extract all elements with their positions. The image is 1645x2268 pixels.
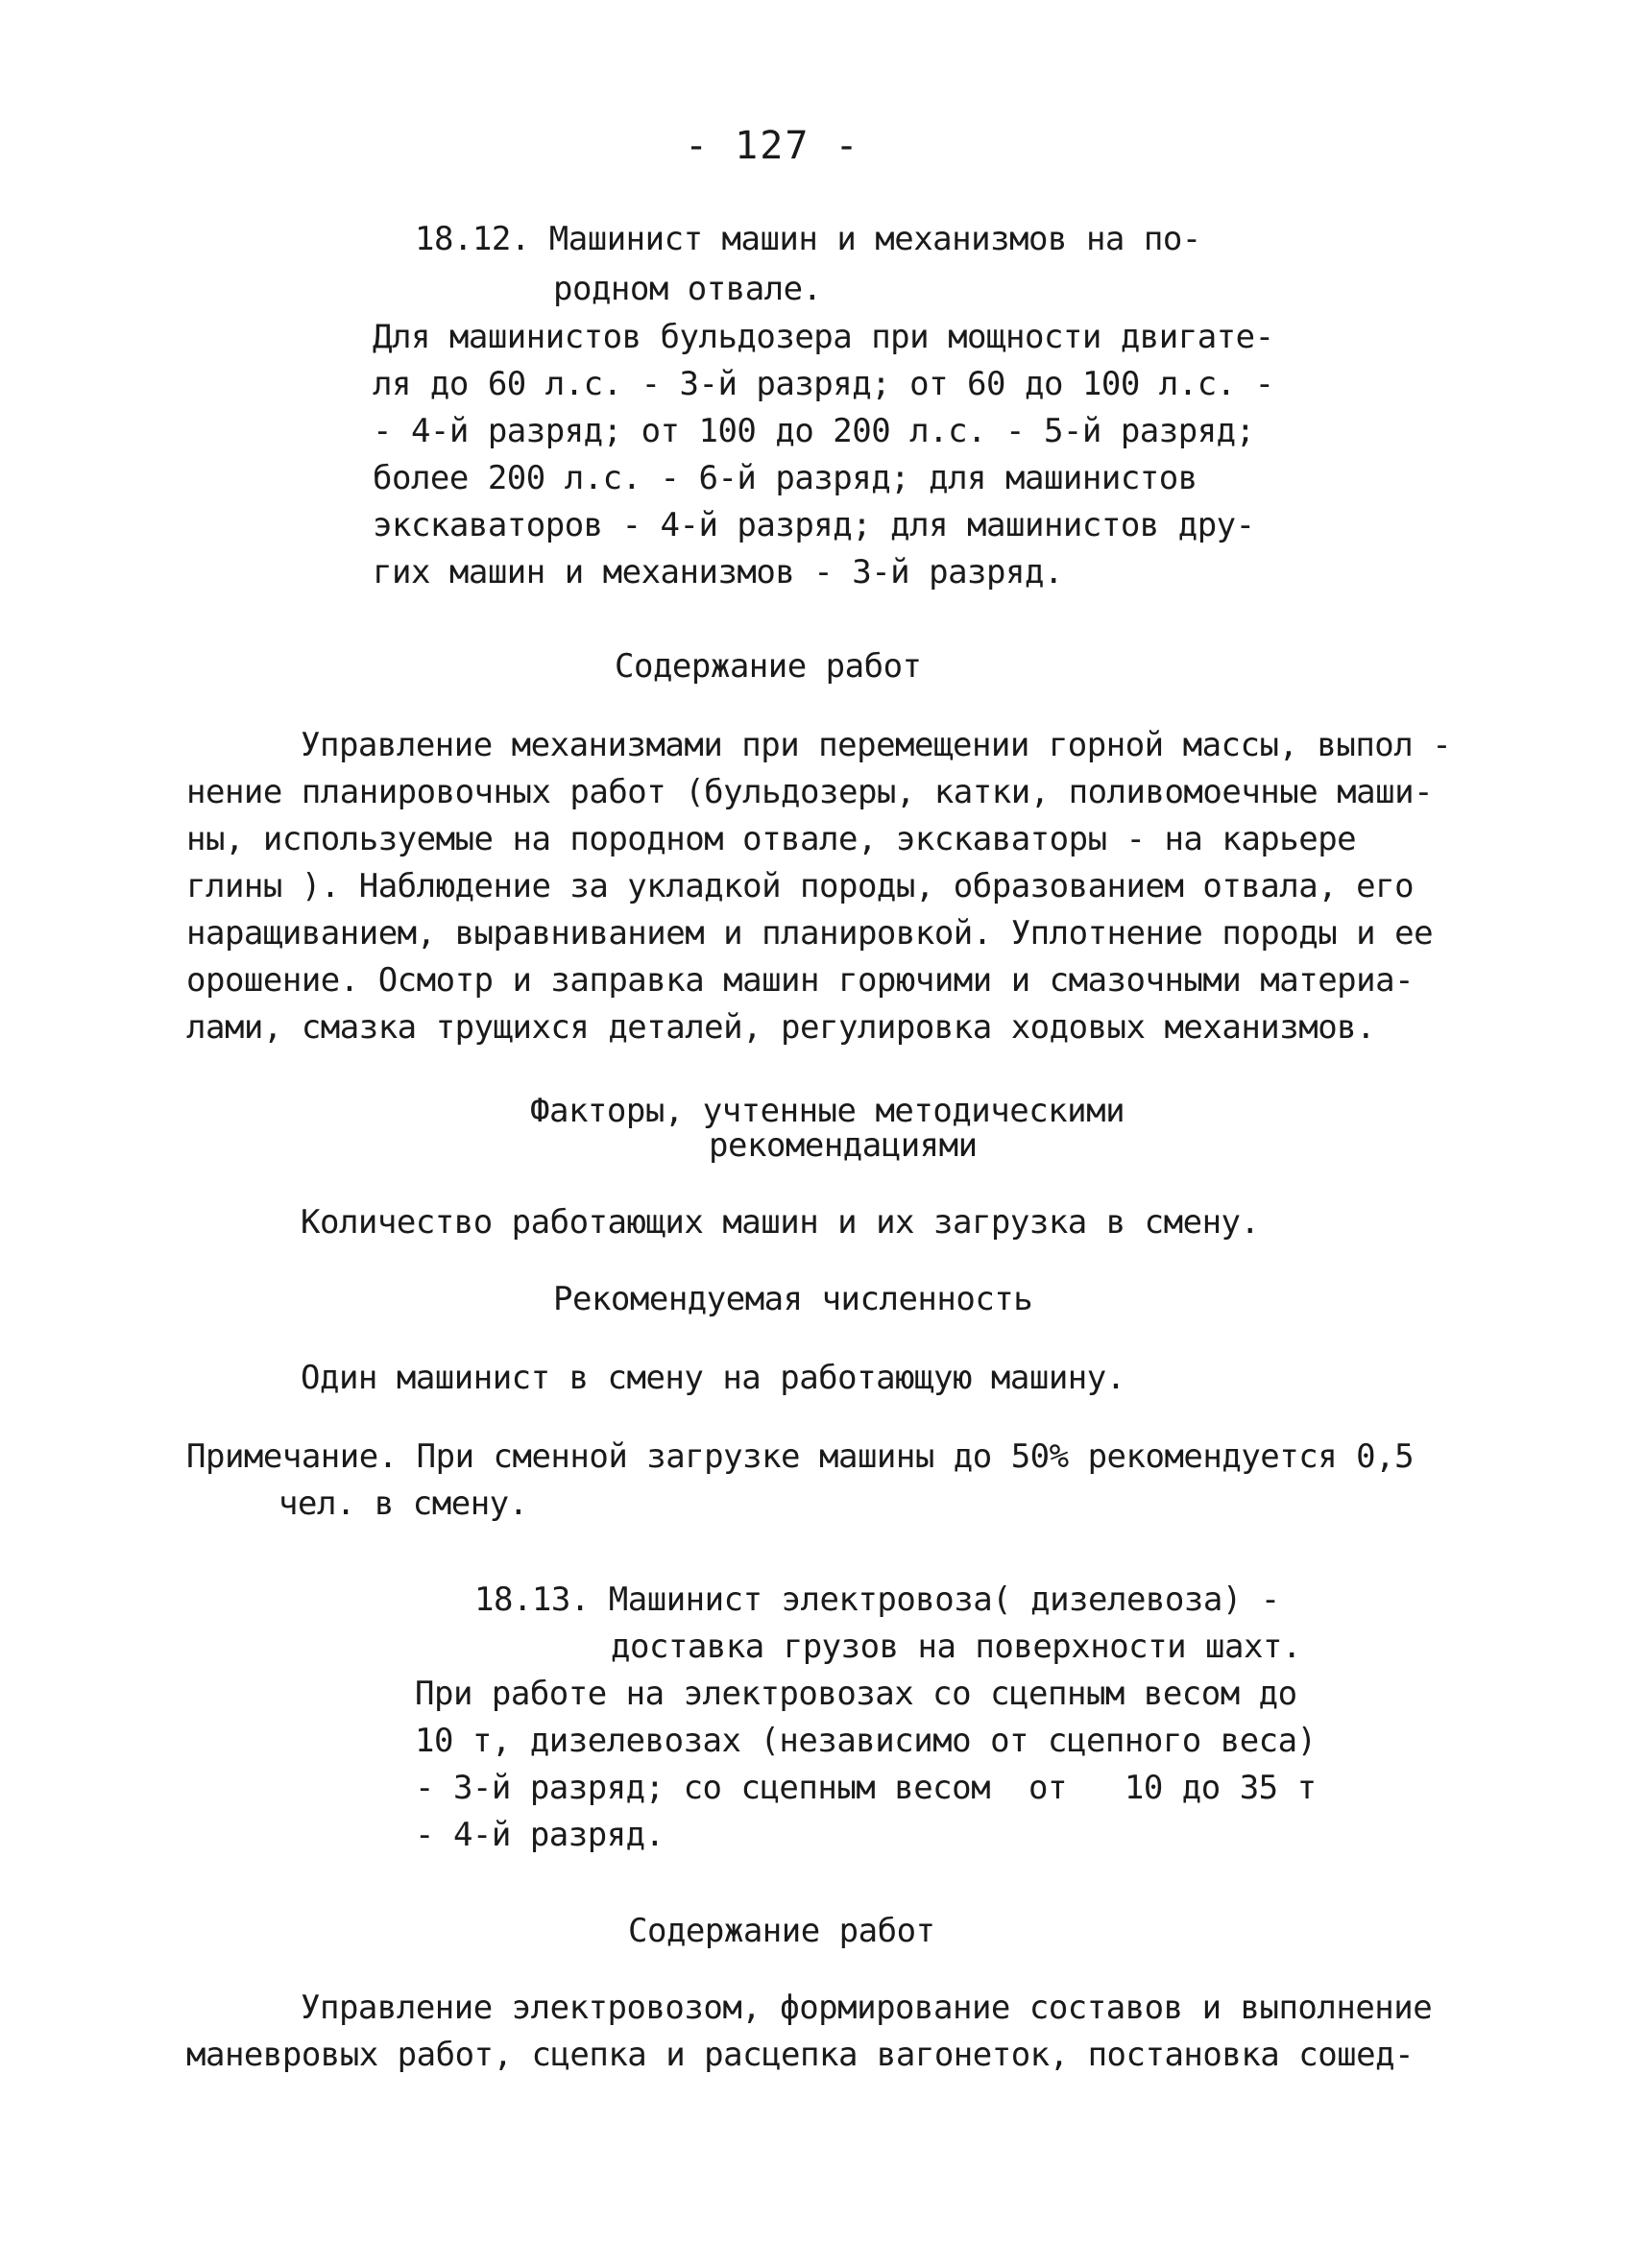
factors-text: Количество работающих машин и их загрузка в смену. [301, 1203, 1260, 1242]
grade-line: При работе на электровозах со сцепным весом до [415, 1675, 1297, 1713]
content-heading: Содержание работ [615, 647, 922, 686]
grade-line: - 4-й разряд; от 100 до 200 л.с. - 5-й разряд; [373, 412, 1255, 450]
grade-line: более 200 л.с. - 6-й разряд; для машинистов [373, 459, 1197, 497]
grade-line: Для машинистов бульдозера при мощности двигате- [373, 318, 1274, 356]
content-line: орошение. Осмотр и заправка машин горючими и смазочными материа- [186, 961, 1415, 1000]
staffing-heading: Рекомендуемая численность [553, 1280, 1033, 1318]
grade-line: ля до 60 л.с. - 3-й разряд; от 60 до 100 л.с. - [373, 365, 1274, 403]
content-line: маневровых работ, сцепка и расцепка вагонеток, постановка сошед- [186, 2036, 1415, 2074]
page-number: - 127 - [685, 124, 860, 168]
section-title-line: 18.13. Машинист электровоза( дизелевоза) - [474, 1580, 1280, 1619]
section-title-line: доставка грузов на поверхности шахт. [611, 1628, 1301, 1666]
content-heading: Содержание работ [628, 1912, 935, 1950]
grade-line: экскаваторов - 4-й разряд; для машинистов дру- [373, 506, 1255, 544]
section-title-line: 18.12. Машинист машин и механизмов на по- [415, 220, 1201, 258]
factors-heading: Факторы, учтенные методическими [530, 1092, 1125, 1130]
factors-heading: рекомендациями [709, 1126, 978, 1165]
content-line: ны, используемые на породном отвале, экскаваторы - на карьере [186, 820, 1357, 858]
grade-line: - 4-й разряд. [415, 1816, 665, 1854]
staffing-text: Один машинист в смену на работающую машину. [301, 1359, 1125, 1397]
grade-line: 10 т, дизелевозах (независимо от сцепного веса) [415, 1722, 1317, 1760]
content-line: Управление электровозом, формирование составов и выполнение [301, 1989, 1433, 2027]
section-title-line: родном отвале. [553, 270, 822, 308]
content-line: нение планировочных работ (бульдозеры, катки, поливомоечные маши- [186, 773, 1434, 811]
content-line: лами, смазка трущихся деталей, регулировка ходовых механизмов. [186, 1008, 1376, 1047]
note-line: чел. в смену. [278, 1484, 528, 1523]
content-line: Управление механизмами при перемещении горной массы, выпол - [301, 726, 1452, 764]
note-line: Примечание. При сменной загрузке машины до 50% рекомендуется 0,5 [186, 1437, 1415, 1476]
content-line: глины ). Наблюдение за укладкой породы, образованием отвала, его [186, 867, 1415, 905]
grade-line: гих машин и механизмов - 3-й разряд. [373, 553, 1063, 591]
content-line: наращиванием, выравниванием и планировкой. Уплотнение породы и ее [186, 914, 1434, 953]
grade-line: - 3-й разряд; со сцепным весом от 10 до 35 т [415, 1769, 1317, 1807]
